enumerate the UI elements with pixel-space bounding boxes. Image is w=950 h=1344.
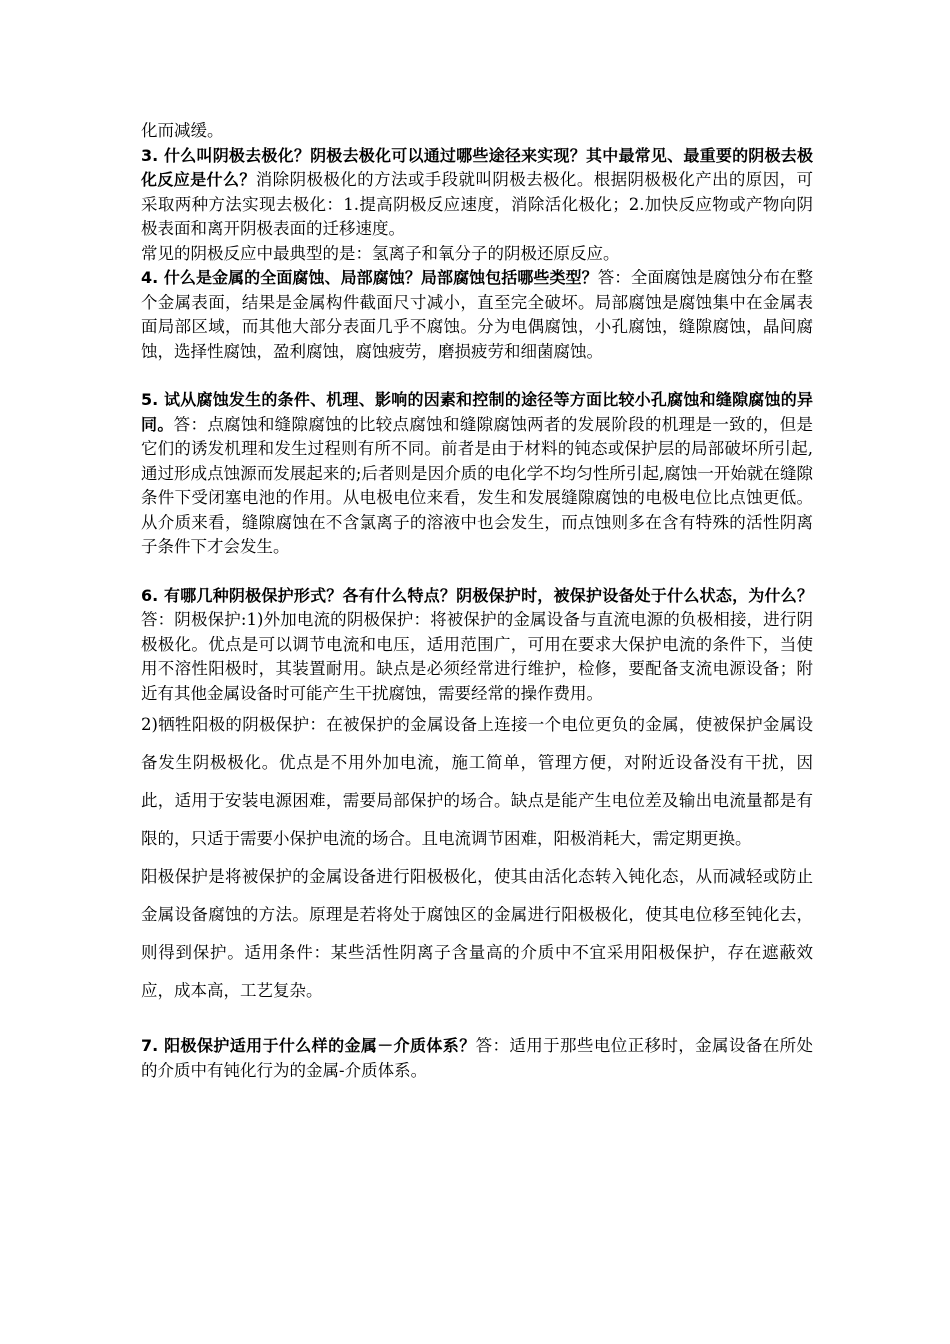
paragraph-text: 化而减缓。 [141, 121, 224, 140]
answer-text: 常见的阴极反应中最典型的是：氢离子和氧分子的阴极还原反应。 [141, 243, 620, 263]
question-7 [141, 1034, 813, 1083]
question-title: 5. 试从腐蚀发生的条件、机理、影响的因素和控制的途径等方面比较小孔腐蚀和缝隙腐蚀的异同。 [141, 390, 813, 434]
answer-text: 答：全面腐蚀是腐蚀分布在整个金属表面，结果是金属构件截面尺寸减小，直至完全破坏。局部腐蚀是腐蚀集中在金属表面局部区域，而其他大部分表面几乎不腐蚀。分为电偶腐蚀，小孔腐蚀，缝隙腐蚀，晶间腐蚀，选择性腐蚀，盈利腐蚀，腐蚀疲劳，磨损疲劳和细菌腐蚀。 [141, 268, 813, 361]
question-title: 6. 有哪几种阴极保护形式？各有什么特点？阴极保护时，被保护设备处于什么状态，为什么？ [141, 585, 813, 605]
answer-paragraph [141, 242, 813, 267]
question-title: 4. 什么是金属的全面腐蚀、局部腐蚀？局部腐蚀包括哪些类型？ [141, 268, 598, 287]
paragraph-gap [141, 560, 813, 584]
answer-text: 2)牺牲阳极的阴极保护：在被保护的金属设备上连接一个电位更负的金属，使被保护金属设备发生阴极极化。优点是不用外加电流，施工简单，管理方便，对附近设备没有干扰，因此，适用于安装电源困难，需要局部保护的场合。缺点是能产生电位差及输出电流量都是有限的，只适于需要小保护电流的场合。且电流调节困难，阳极消耗大，需定期更换。 [141, 715, 813, 848]
answer-text: 阳极保护是将被保护的金属设备进行阳极极化，使其由活化态转入钝化态，从而减轻或防止金属设备腐蚀的方法。原理是若将处于腐蚀区的金属进行阳极极化，使其电位移至钝化去，则得到保护。适用条件：某些活性阴离子含量高的介质中不宜采用阳极保护，存在遮蔽效应，成本高，工艺复杂。 [141, 867, 813, 1000]
question-6 [141, 584, 813, 707]
answer-text: 答：阴极保护:1)外加电流的阴极保护：将被保护的金属设备与直流电源的负极相接，进行阴极极化。优点是可以调节电流和电压，适用范围广，可用在要求大保护电流的条件下，当使用不溶性阳极时，其装置耐用。缺点是必须经常进行维护，检修，要配备支流电源设备；附近有其他金属设备时可能产生干扰腐蚀，需要经常的操作费用。 [141, 610, 813, 703]
question-title: 7. 阳极保护适用于什么样的金属－介质体系？ [141, 1036, 476, 1055]
paragraph-gap [141, 364, 813, 388]
question-5 [141, 388, 813, 560]
question-4 [141, 266, 813, 364]
answer-text: 消除阴极极化的方法或手段就叫阴极去极化。根据阴极极化产出的原因，可采取两种方法实现去极化：1.提高阴极反应速度，消除活化极化；2.加快反应物或产物向阴极表面和离开阴极表面的迁移速度。 [141, 170, 813, 238]
document-body [141, 119, 813, 1083]
answer-text: 答：适用于那些电位正移时，金属设备在所处的介质中有钝化行为的金属-介质体系。 [141, 1036, 814, 1080]
paragraph [141, 119, 813, 144]
answer-paragraph [141, 706, 813, 858]
question-3 [141, 144, 813, 242]
paragraph-gap [141, 1010, 813, 1034]
answer-text: 答：点腐蚀和缝隙腐蚀的比较点腐蚀和缝隙腐蚀两者的发展阶段的机理是一致的，但是它们的诱发机理和发生过程则有所不同。前者是由于材料的钝态或保护层的局部破坏所引起,通过形成点蚀源而发展起来的;后者则是因介质的电化学不均匀性所引起,腐蚀一开始就在缝隙条件下受闭塞电池的作用。从电极电位来看，发生和发展缝隙腐蚀的电极电位比点蚀更低。从介质来看，缝隙腐蚀在不含氯离子的溶液中也会发生，而点蚀则多在含有特殊的活性阴离子条件下才会发生。 [141, 414, 813, 556]
question-title: 3. 什么叫阴极去极化？阴极去极化可以通过哪些途径来实现？其中最常见、最重要的阴极去极化反应是什么？ [141, 145, 813, 189]
answer-paragraph [141, 858, 813, 1010]
